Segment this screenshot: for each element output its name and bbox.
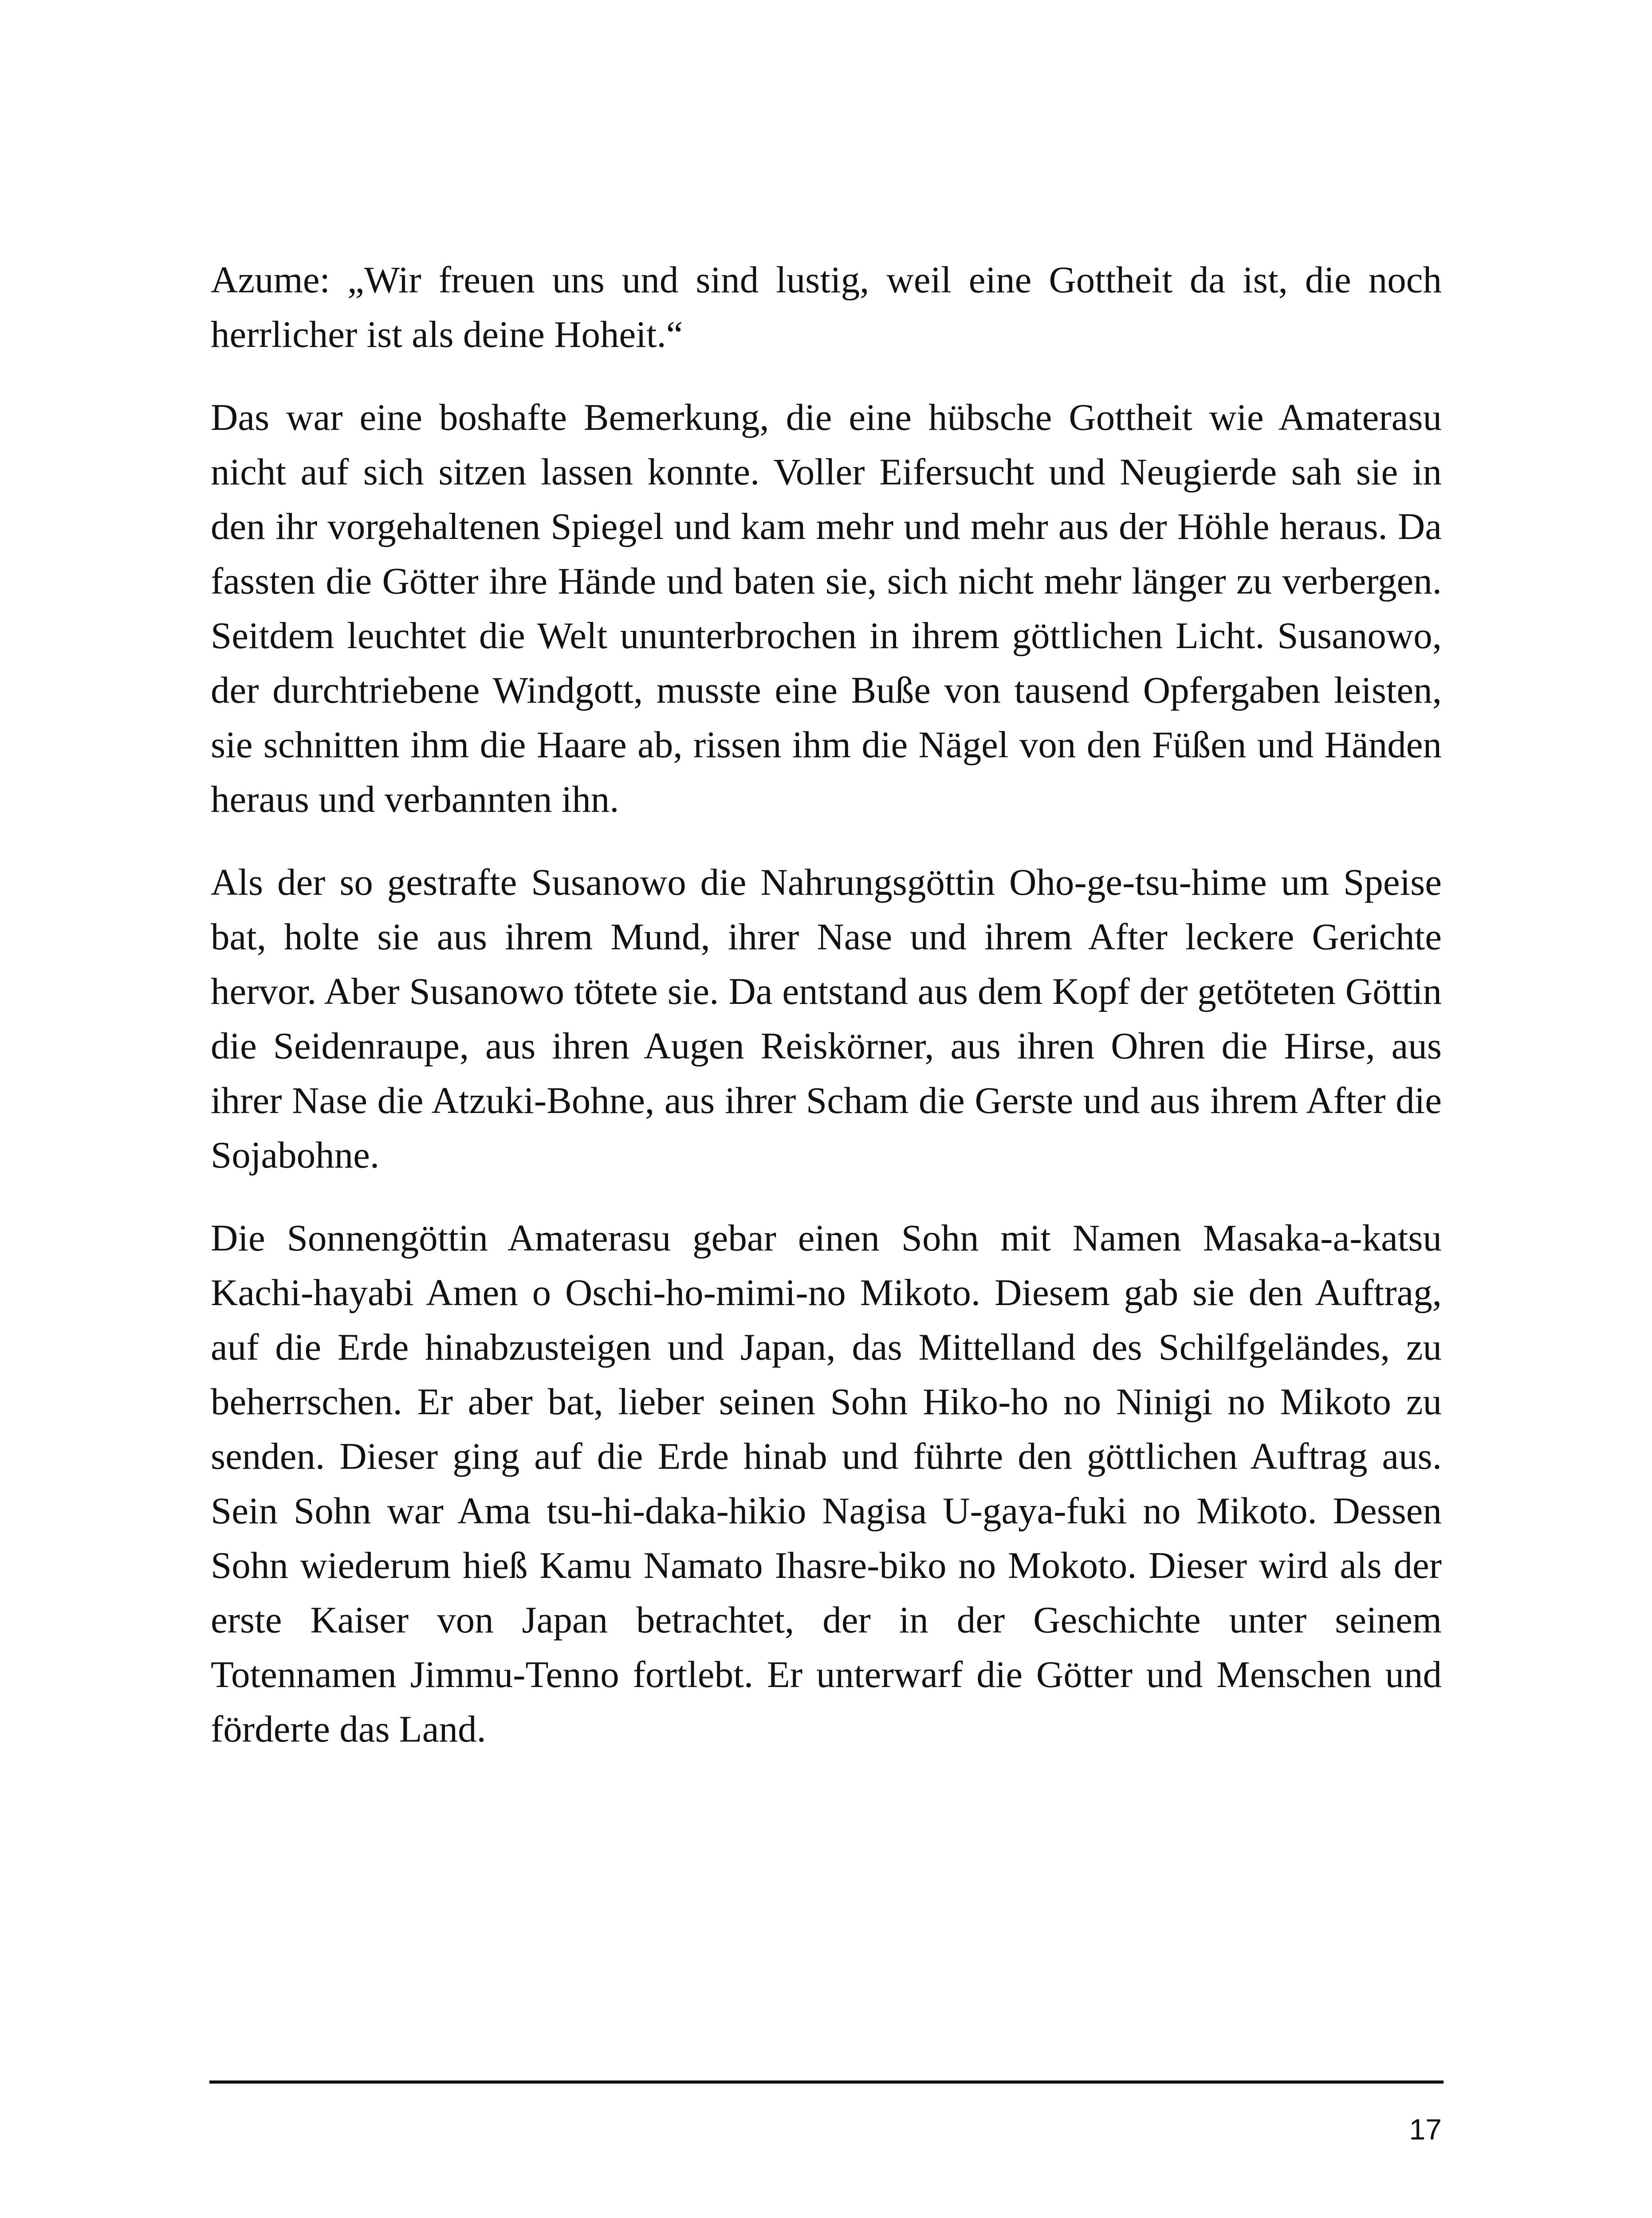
paragraph-1: Azume: „Wir freuen uns und sind lustig, weil eine Gottheit da ist, die noch herrlicher ist als deine Hoheit.“ [211, 259, 1442, 355]
page-number: 17 [1409, 2113, 1442, 2146]
footer-rule [209, 2080, 1444, 2084]
body-text [211, 253, 1442, 1785]
paragraph-2: Das war eine boshafte Bemerkung, die eine hübsche Gottheit wie Amaterasu nicht auf sich sitzen lassen konnte. Voller Eifersucht und Neugierde sah sie in den ihr vorgehaltenen Spiegel und kam mehr und mehr aus der Höhle heraus. Da fassten die Götter ihre Hände und baten sie, sich nicht mehr länger zu verbergen. Seitdem leuchtet die Welt ununterbrochen in ihrem göttlichen Licht. Susanowo, der durchtriebene Windgott, musste eine Buße von tausend Opfergaben leisten, sie schnitten ihm die Haare ab, rissen ihm die Nägel von den Füßen und Händen heraus und verbannten ihn. [211, 397, 1442, 820]
paragraph-4: Die Sonnengöttin Amaterasu gebar einen Sohn mit Namen Masaka-a-katsu Kachi-hayabi Amen o Oschi-ho-mimi-no Mikoto. Diesem gab sie den Auftrag, auf die Erde hinabzusteigen und Japan, das Mittelland des Schilfgeländes, zu beherrschen. Er aber bat, lieber seinen Sohn Hiko-ho no Ninigi no Mikoto zu senden. Dieser ging auf die Erde hinab und führte den göttlichen Auftrag aus. Sein Sohn war Ama tsu-hi-daka-hikio Nagisa U-gaya-fuki no Mikoto. Dessen Sohn wiederum hieß Kamu Namato Ihasre-biko no Mokoto. Dieser wird als der erste Kaiser von Japan betrachtet, der in der Geschichte unter seinem Totennamen Jimmu-Tenno fortlebt. Er unterwarf die Götter und Menschen und förderte das Land. [211, 1217, 1442, 1750]
paragraph-3: Als der so gestrafte Susanowo die Nahrungsgöttin Oho-ge-tsu-hime um Speise bat, holte sie aus ihrem Mund, ihrer Nase und ihrem After leckere Gerichte hervor. Aber Susanowo tötete sie. Da entstand aus dem Kopf der getöteten Göttin die Seidenraupe, aus ihren Augen Reiskörner, aus ihren Ohren die Hirse, aus ihrer Nase die Atzuki-Bohne, aus ihrer Scham die Gerste und aus ihrem After die Sojabohne. [211, 861, 1442, 1176]
